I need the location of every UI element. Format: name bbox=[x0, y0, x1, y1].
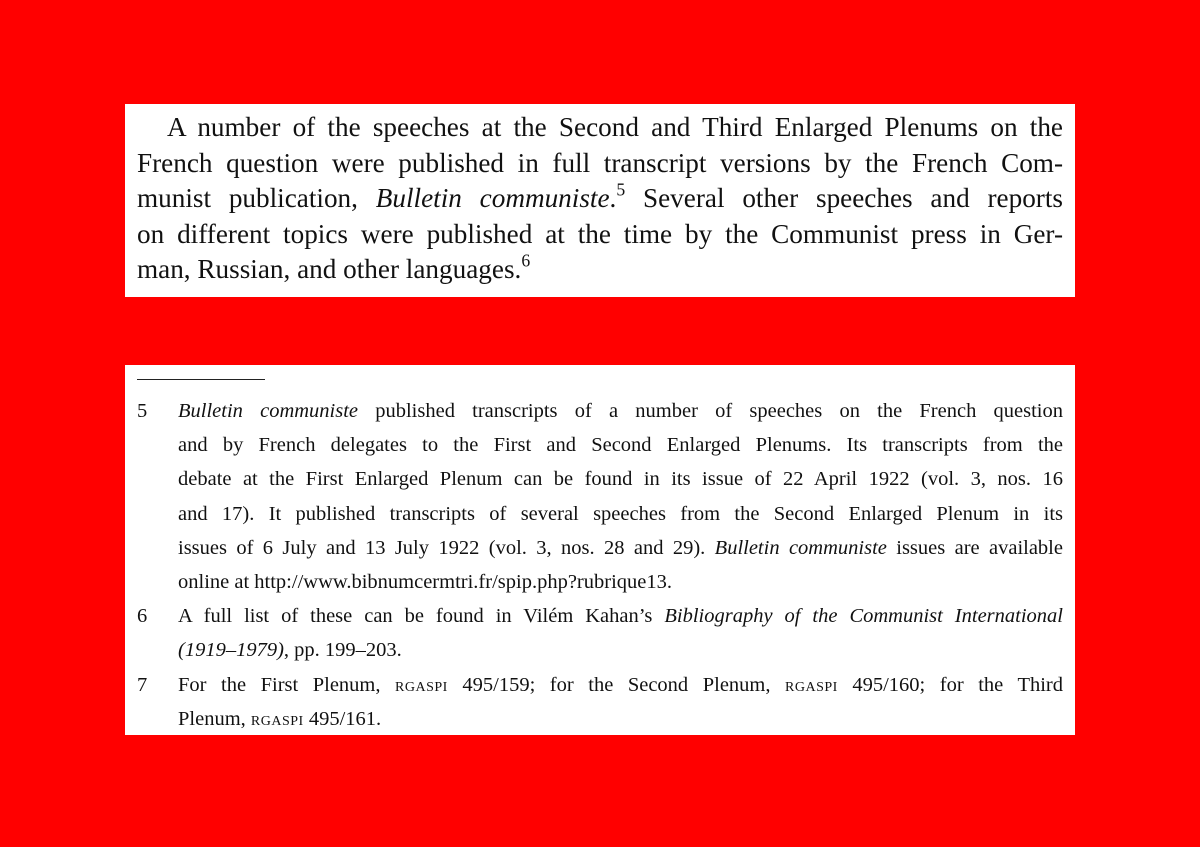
footnote-number: 7 bbox=[137, 673, 148, 696]
main-line-3a: munist publication, bbox=[137, 183, 376, 213]
footnote-text: published transcripts of a number of speeches on the French question bbox=[358, 400, 1063, 422]
footnote-text: debate at the First Enlarged Plenum can be found in its issue of 22 April 1922 (vol. 3, nos. 16 bbox=[178, 468, 1063, 491]
archive-abbrev: rgaspi bbox=[785, 673, 838, 696]
main-line-4: on different topics were published at the time by the Communist press in Ger- bbox=[137, 218, 1063, 249]
main-line-5a: man, Russian, and other languages. bbox=[137, 254, 522, 284]
footnote-6 bbox=[137, 599, 1063, 667]
main-paragraph bbox=[137, 110, 1063, 288]
footnote-text: Plenum, bbox=[178, 707, 251, 730]
footnote-italic: (1919–1979) bbox=[178, 639, 284, 662]
footnote-7 bbox=[137, 668, 1063, 736]
bulletin-communiste-title: Bulletin communiste bbox=[375, 183, 610, 213]
archive-abbrev: rgaspi bbox=[395, 673, 448, 696]
footnote-url[interactable]: online at http://www.bibnumcermtri.fr/spip.php?rubrique13. bbox=[178, 571, 672, 594]
main-line-5 bbox=[137, 252, 1063, 288]
main-line-3: munist publication, Bulletin communiste.$^5$ Several other speeches and reports bbox=[137, 179, 1063, 213]
footnote-text: issues are available bbox=[886, 536, 1063, 559]
archive-abbrev: rgaspi bbox=[250, 707, 304, 730]
footnote-italic: Bibliography of the Communist International bbox=[664, 605, 1063, 628]
footnote-text: 495/159; for the Second Plenum, bbox=[447, 673, 786, 696]
footnote-text: and by French delegates to the First and Second Enlarged Plenums. Its transcripts from the bbox=[178, 434, 1063, 457]
main-text-block bbox=[125, 104, 1075, 297]
footnote-italic: Bulletin communiste bbox=[714, 536, 887, 559]
footnote-italic: Bulletin communiste bbox=[178, 400, 359, 422]
footnote-number: 5 bbox=[137, 400, 148, 422]
footnote-text: , pp. 199–203. bbox=[283, 639, 402, 662]
footnote-5 bbox=[137, 394, 1063, 599]
footnote-number: 6 bbox=[137, 605, 148, 628]
main-line-1: A number of the speeches at the Second and Third Enlarged Plenums on the bbox=[167, 112, 1063, 142]
footnote-text: 495/161. bbox=[303, 707, 382, 730]
footnote-text: A full list of these can be found in Vilém Kahan’s bbox=[178, 605, 665, 628]
footnote-text: 495/160; for the Third bbox=[837, 673, 1063, 696]
footnote-text: issues of 6 July and 13 July 1922 (vol. 3, nos. 28 and 29). bbox=[178, 536, 715, 559]
footnote-text: and 17). It published transcripts of several speeches from the Second Enlarged Plenum in its bbox=[178, 502, 1063, 525]
footnotes-block bbox=[125, 365, 1075, 735]
footnote-rule bbox=[137, 379, 265, 380]
main-line-2: French question were published in full transcript versions by the French Com- bbox=[137, 147, 1063, 178]
footnote-ref-6[interactable]: 6 bbox=[521, 250, 531, 271]
main-line-3b: Several other speeches and reports bbox=[642, 183, 1063, 213]
footnote-text: For the First Plenum, bbox=[178, 673, 396, 696]
footnote-ref-5[interactable]: 5 bbox=[616, 179, 626, 200]
